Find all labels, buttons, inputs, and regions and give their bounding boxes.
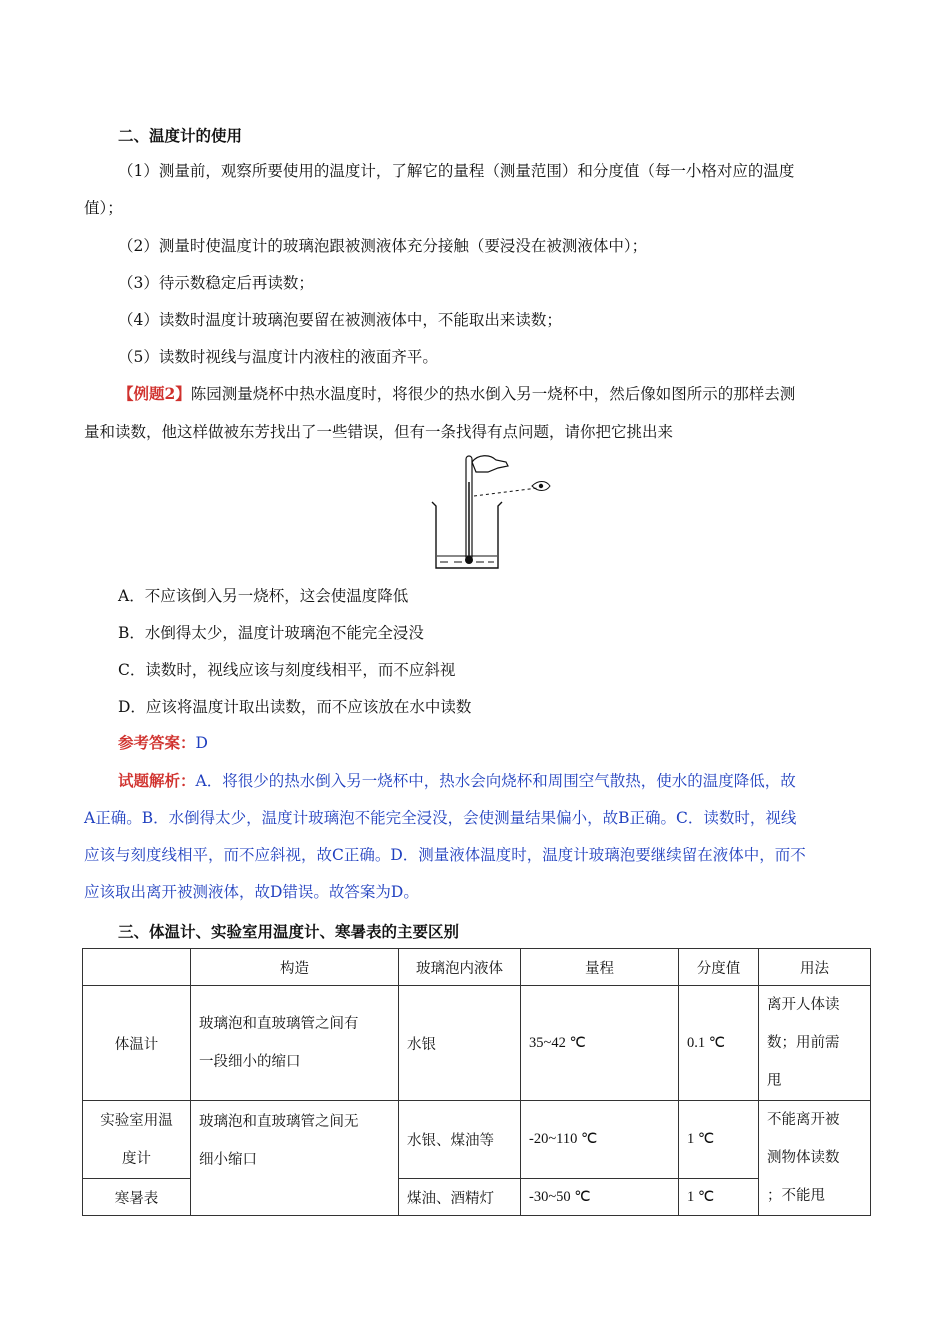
table-cell: 体温计: [83, 986, 191, 1101]
table-row: [83, 1101, 871, 1179]
table-cell: 35~42 ℃: [521, 986, 679, 1101]
option-b: B．水倒得太少，温度计玻璃泡不能完全浸没: [118, 624, 424, 642]
sight-line: [474, 488, 538, 496]
table-cell: 1 ℃: [679, 1101, 759, 1179]
analysis-label: 试题解析：: [118, 771, 196, 790]
example-tag: 【例题2】: [118, 384, 191, 403]
table-cell: 寒暑表: [83, 1179, 191, 1216]
comparison-table: [82, 948, 871, 1216]
list-item: 值）；: [84, 199, 123, 217]
table-header-cell: 构造: [191, 949, 399, 986]
example-question: [118, 384, 795, 404]
table-cell: 玻璃泡和直玻璃管之间有 一段细小的缩口: [191, 986, 399, 1101]
analysis-line-3: 应该与刻度线相平，而不应斜视，故C正确。D．测量液体温度时，温度计玻璃泡要继续留在液体中，而不: [84, 846, 806, 864]
answer-value: D: [195, 734, 208, 752]
table-cell: 玻璃泡和直玻璃管之间无 细小缩口: [191, 1101, 399, 1216]
table-header-cell: [83, 949, 191, 986]
question-line-1: 陈园测量烧杯中热水温度时，将很少的热水倒入另一烧杯中，然后像如图所示的那样去测: [190, 385, 796, 403]
table-cell: 水银: [399, 986, 521, 1101]
analysis-line-2: A正确。B．水倒得太少，温度计玻璃泡不能完全浸没，会使测量结果偏小，故B正确。C．读数时，视线: [84, 809, 797, 827]
section-title: 二、温度计的使用: [118, 126, 243, 145]
analysis-line-4: 应该取出离开被测液体，故D错误。故答案为D。: [84, 883, 419, 901]
table-cell: -30~50 ℃: [521, 1179, 679, 1216]
option-a: A．不应该倒入另一烧杯，这会使温度降低: [118, 587, 409, 605]
answer-label: 参考答案：: [118, 733, 196, 752]
list-item: （2）测量时使温度计的玻璃泡跟被测液体充分接触（要浸没在被测液体中）；: [118, 237, 648, 255]
option-c: C．读数时，视线应该与刻度线相平，而不应斜视: [118, 661, 456, 679]
analysis-line-1: 试题解析：A．将很少的热水倒入另一烧杯中，热水会向烧杯和周围空气散热，使水的温度降低，故: [118, 771, 796, 790]
table-cell: 煤油、酒精灯: [399, 1179, 521, 1216]
list-item: （1）测量前，观察所要使用的温度计，了解它的量程（测量范围）和分度值（每一小格对应的温度: [118, 162, 795, 180]
section-title: 三、体温计、实验室用温度计、寒暑表的主要区别: [118, 922, 460, 941]
thermometer-beaker-figure: [428, 452, 558, 574]
hand-icon: [472, 456, 508, 472]
table-cell: -20~110 ℃: [521, 1101, 679, 1179]
answer: [118, 733, 208, 753]
table-cell: 水银、煤油等: [399, 1101, 521, 1179]
table-header-cell: 分度值: [679, 949, 759, 986]
option-d: D．应该将温度计取出读数，而不应该放在水中读数: [118, 698, 472, 716]
table-row: [83, 986, 871, 1101]
table-cell: 离开人体读 数；用前需 甩: [759, 986, 871, 1101]
table-cell: 实验室用温 度计: [83, 1101, 191, 1179]
list-item: （3）待示数稳定后再读数；: [118, 274, 314, 292]
table-cell: 不能离开被 测物体读数 ；不能甩: [759, 1101, 871, 1216]
table-cell: 1 ℃: [679, 1179, 759, 1216]
table-cell: 0.1 ℃: [679, 986, 759, 1101]
list-item: （5）读数时视线与温度计内液柱的液面齐平。: [118, 348, 438, 366]
question-line-2: 量和读数，他这样做被东芳找出了一些错误，但有一条找得有点问题，请你把它挑出来: [84, 423, 674, 441]
table-header-cell: 量程: [521, 949, 679, 986]
table-header-row: [83, 949, 871, 986]
table-header-cell: 用法: [759, 949, 871, 986]
list-item: （4）读数时温度计玻璃泡要留在被测液体中，不能取出来读数；: [118, 311, 562, 329]
table-header-cell: 玻璃泡内液体: [399, 949, 521, 986]
